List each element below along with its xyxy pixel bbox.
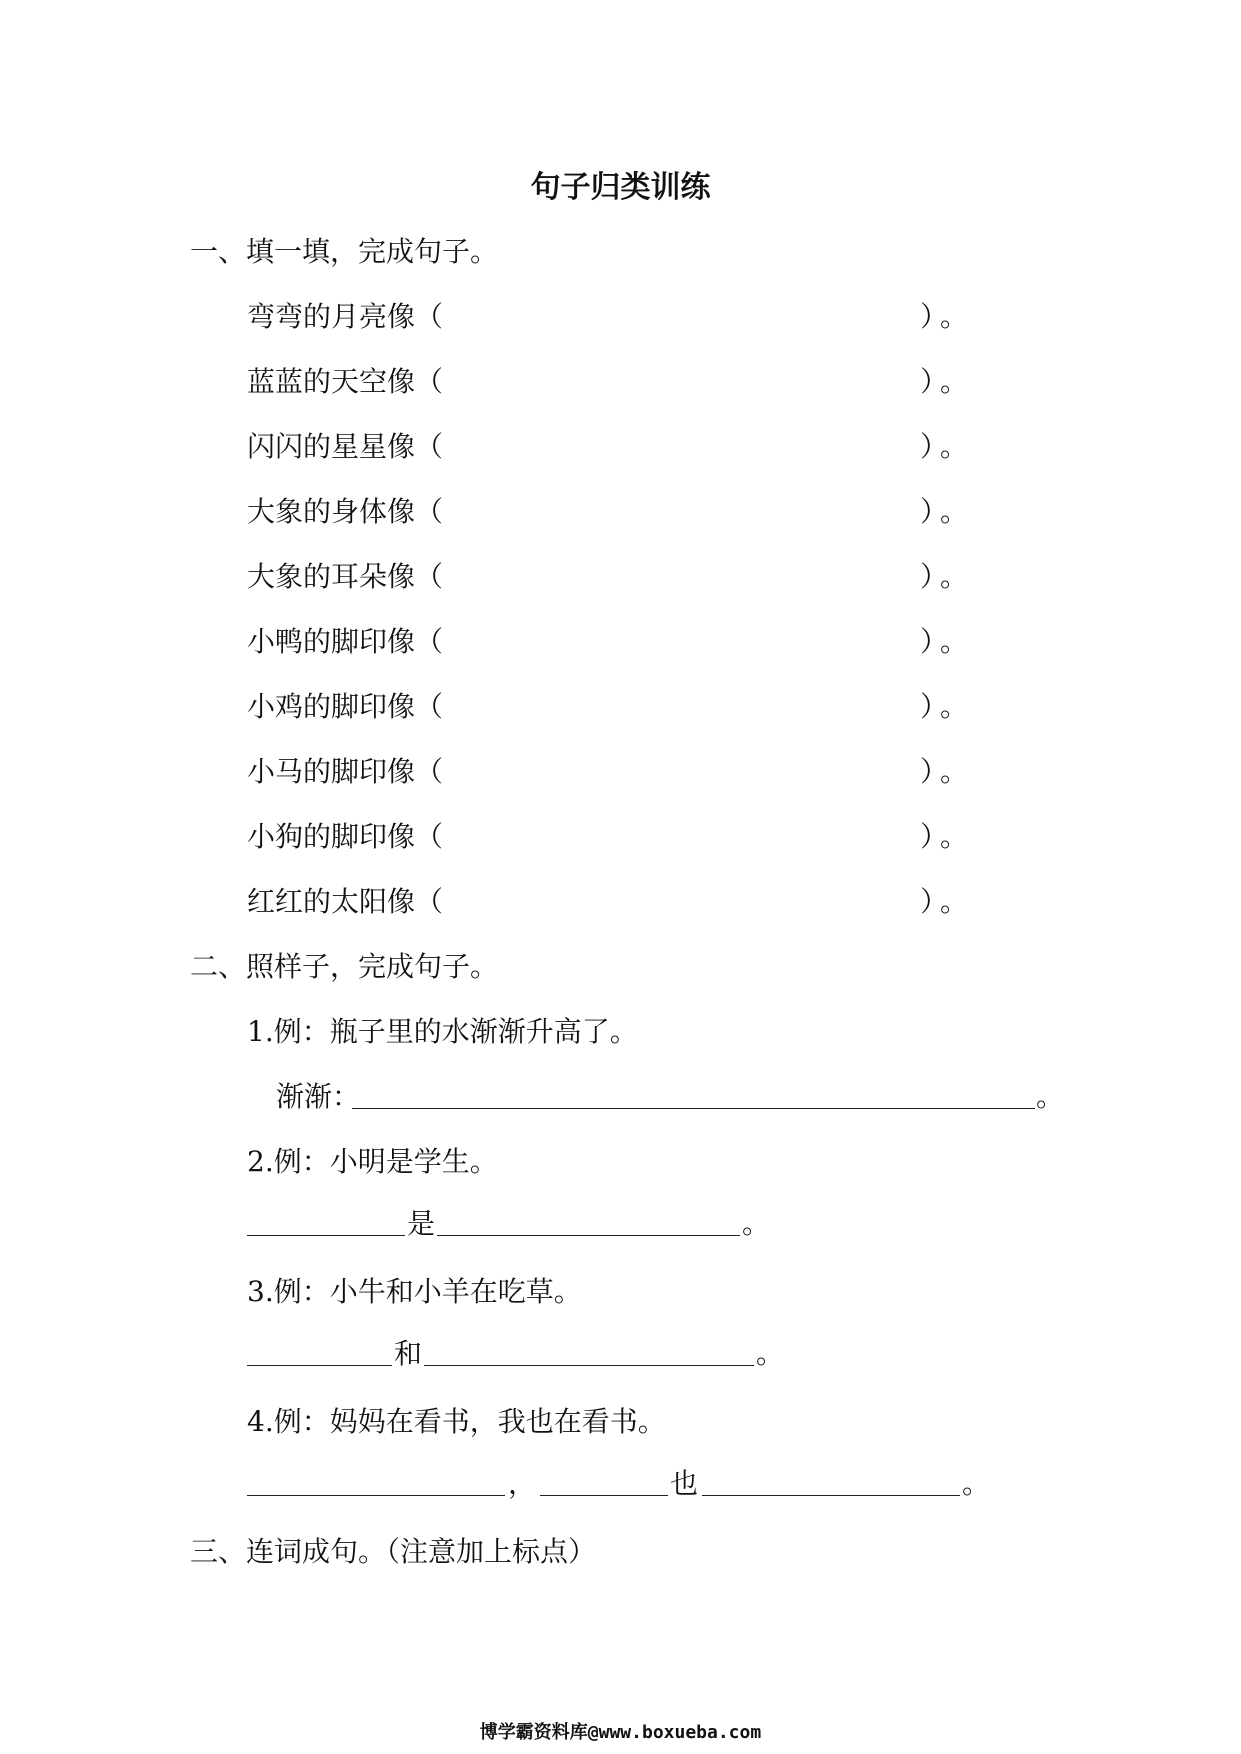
fill-item [247,360,987,400]
fill-item-prompt: 蓝蓝的天空像（ [247,365,444,398]
example-4: 4.例：妈妈在看书，我也在看书。 [247,1405,666,1438]
fill-item-prompt: 大象的耳朵像（ [247,560,444,593]
fill-item-prompt: 小狗的脚印像（ [247,820,444,853]
fill-item [247,685,987,725]
answer-blank[interactable] [424,1365,754,1366]
fill-item-prompt: 小鸡的脚印像（ [247,690,444,723]
footer-watermark: 博学霸资料库@www.boxueba.com [479,1722,762,1743]
fill-item-close: ）。 [920,495,975,528]
section2-heading: 二、照样子，完成句子。 [190,950,499,983]
answer-blank[interactable] [247,1365,392,1366]
example-3-end: 。 [756,1337,785,1370]
answer-blank[interactable] [247,1235,405,1236]
fill-item-close: ）。 [920,430,975,463]
example-2: 2.例：小明是学生。 [247,1145,498,1178]
answer-blank[interactable] [540,1495,668,1496]
answer-blank[interactable] [247,1495,505,1496]
fill-item-prompt: 红红的太阳像（ [247,885,444,918]
fill-item [247,490,987,530]
section1-heading: 一、填一填，完成句子。 [190,235,499,268]
example-3-middle: 和 [394,1337,423,1370]
answer-blank[interactable] [702,1495,960,1496]
answer-blank[interactable] [437,1235,740,1236]
example-4-end: 。 [962,1467,991,1500]
example-1-prefix: 渐渐： [276,1080,361,1113]
fill-item-prompt: 小马的脚印像（ [247,755,444,788]
example-3: 3.例：小牛和小羊在吃草。 [247,1275,582,1308]
answer-blank[interactable] [352,1108,1035,1109]
fill-item-prompt: 小鸭的脚印像（ [247,625,444,658]
example-4-comma: ， [508,1467,537,1500]
fill-item [247,815,987,855]
example-2-end: 。 [742,1207,771,1240]
example-1-end: 。 [1036,1080,1065,1113]
fill-item [247,555,987,595]
section3-heading: 三、连词成句。（注意加上标点） [190,1535,597,1568]
fill-item [247,425,987,465]
example-1: 1.例：瓶子里的水渐渐升高了。 [247,1015,638,1048]
fill-item-close: ）。 [920,300,975,333]
fill-item-close: ）。 [920,820,975,853]
example-2-middle: 是 [407,1207,436,1240]
example-4-middle: 也 [670,1467,699,1500]
page-title: 句子归类训练 [530,170,711,205]
fill-item-close: ）。 [920,885,975,918]
fill-item-prompt: 大象的身体像（ [247,495,444,528]
fill-item-prompt: 闪闪的星星像（ [247,430,444,463]
fill-item-close: ）。 [920,755,975,788]
fill-item [247,295,987,335]
fill-item [247,880,987,920]
fill-item-close: ）。 [920,625,975,658]
fill-item [247,620,987,660]
fill-item-close: ）。 [920,560,975,593]
fill-item-prompt: 弯弯的月亮像（ [247,300,444,333]
fill-item-close: ）。 [920,365,975,398]
fill-item-close: ）。 [920,690,975,723]
fill-item [247,750,987,790]
